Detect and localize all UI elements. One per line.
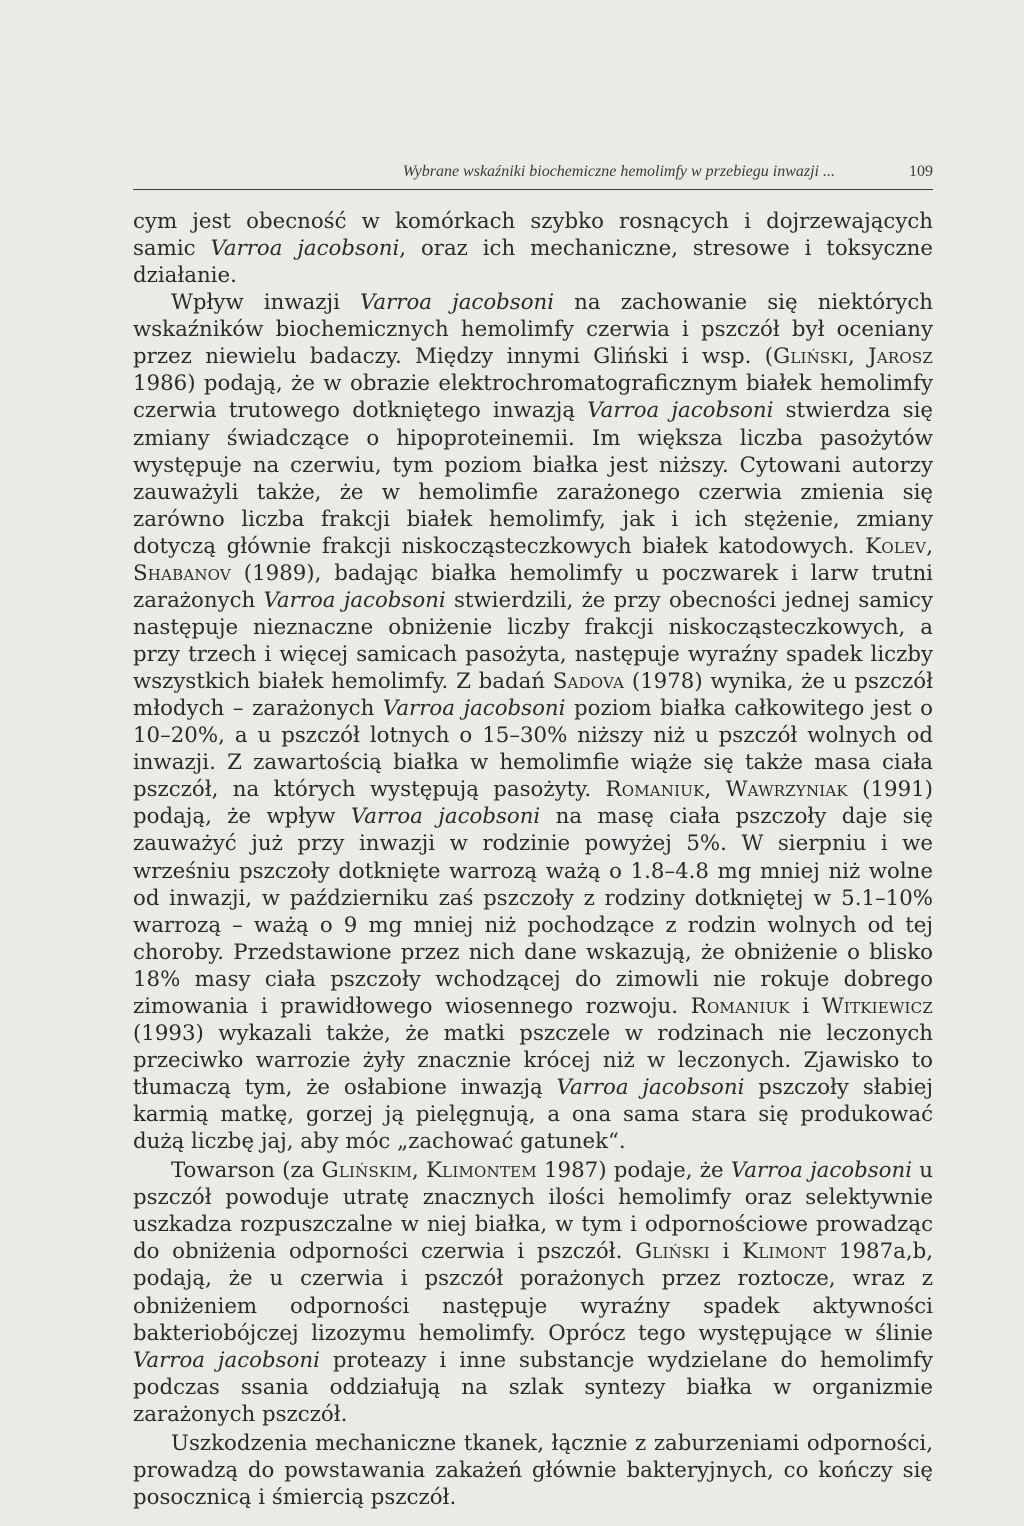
text-run: ,	[704, 777, 726, 803]
species-name: Varroa jacobsoni	[360, 290, 555, 316]
author-citation: Wawrzyniak	[725, 777, 848, 803]
text-run: (1993) wykazali także, że matki pszczele w rodzinach nie leczonych przeciwko warrozie żyły znacznie krócej niż w leczonych. Zjawisko to tłumaczą tym, że osłabione inwazją	[133, 1020, 933, 1100]
text-run: (1989), badając białka hemolimfy u poczwarek i larw trutni zarażonych	[133, 560, 933, 613]
paragraph-mechanical-damage	[133, 1430, 933, 1511]
author-citation: Glińskim	[321, 1158, 413, 1184]
text-run: na zachowanie się niektórych wskaźników biochemicznych hemolimfy czerwia i pszczół był oceniany przez niewielu badaczy. Między innymi Gliński i wsp. (	[133, 290, 933, 370]
running-title: Wybrane wskaźniki biochemiczne hemolimfy w przebiegu inwazji ...	[402, 163, 835, 180]
text-run: 1987a,b, podają, że u czerwia i pszczół porażonych przez roztocze, wraz z obniżeniem odporności następuje wyraźny spadek aktywności bakteriobójczej lizozymu hemolimfy. Oprócz tego występujące w ślinie	[133, 1239, 933, 1346]
species-name: Varroa jacobsoni	[210, 236, 400, 262]
text-run: ,	[412, 1158, 427, 1184]
species-name: Varroa jacobsoni	[556, 1075, 745, 1100]
species-name: Varroa jacobsoni	[587, 398, 774, 424]
text-run: poziom białka całkowitego jest o 10–20%, a u pszczół lotnych o 15–30% niższy niż u pszczół wolnych od inwazji. Z zawartością białka w hemolimfie wiąże się także masa ciała pszczół, na których występują pasożyty.	[133, 696, 933, 803]
text-run: na masę ciała pszczoły daje się zauważyć już przy inwazji w rodzinie powyżej 5%. W sierpniu i we wrześniu pszczoły dotknięte warrozą ważą o 1.8–4.8 mg mniej niż wolne od inwazji, w październiku zaś pszczoły z rodziny dotkniętej w 5.1–10% warrozą – ważą o 9 mg mniej niż pochodzące z rodzin wolnych od tej choroby. Przedstawione przez nich dane wskazują, że obniżenie o blisko 18% masy ciała pszczoły wchodzącej do zimowli nie rokuje dobrego zimowania i prawidłowego wiosennego rozwoju.	[133, 804, 934, 1019]
text-run: (1991) podają, że wpływ	[133, 777, 933, 830]
text-run: ,	[847, 344, 869, 370]
text-run: proteazy i inne substancje wydzielane do hemolimfy podczas ssania oddziałują na szlak syntezy białka w organizmie zarażonych pszczół.	[133, 1347, 934, 1427]
text-run: 1986) podają, że w obrazie elektrochromatograficznym białek hemolimfy czerwia trutowego dotkniętego inwazją	[133, 371, 933, 424]
author-citation: Gliński	[635, 1239, 710, 1265]
paragraph-hemolymph-indices	[133, 289, 933, 1155]
text-run: Towarson (za	[171, 1158, 322, 1184]
species-name: Varroa jacobsoni	[133, 1347, 320, 1373]
text-run: i	[709, 1239, 743, 1265]
text-run: 1987) podaje, że	[536, 1158, 731, 1184]
species-name: Varroa jacobsoni	[350, 804, 541, 830]
text-run: stwierdzili, że przy obecności jednej samicy następuje nieznaczne obniżenie liczby frakcji niskocząsteczkowych, a przy trzech i więcej samicach pasożyta, następuje wyraźny spadek liczby wszystkich białek hemolimfy. Z badań	[133, 587, 934, 695]
text-run: u pszczół powoduje utratę znacznych ilości hemolimfy oraz selektywnie uszkadza rozpuszczalne w niej białka, w tym i odpornościowe prowadząc do obniżenia odporności czerwia i pszczół.	[133, 1158, 933, 1265]
paragraph-towarson	[133, 1157, 933, 1428]
species-name: Varroa jacobsoni	[730, 1158, 913, 1184]
paragraph-continued	[133, 208, 933, 289]
author-citation: Gliński	[773, 344, 848, 370]
author-citation: Romaniuk	[605, 777, 705, 803]
text-run: Uszkodzenia mechaniczne tkanek, łącznie z zaburzeniami odporności, prowadzą do powstawania zakażeń głównie bakteryjnych, co kończy się posocznicą i śmiercią pszczół.	[133, 1430, 933, 1510]
author-citation: Kolev	[865, 533, 927, 559]
species-name: Varroa jacobsoni	[382, 696, 566, 722]
species-name: Varroa jacobsoni	[263, 587, 446, 613]
text-run: stwierdza się zmiany świadczące o hipoproteinemii. Im większa liczba pasożytów występuje na czerwiu, tym poziom białka jest niższy. Cytowani autorzy zauważyli także, że w hemolimfie zarażonego czerwia zmienia się zarówno liczba frakcji białek hemolimfy, jak i ich stężenie, zmiany dotyczą głównie frakcji niskocząsteczkowych białek katodowych.	[133, 398, 934, 559]
author-citation: Sadova	[552, 669, 625, 695]
author-citation: Witkiewicz	[821, 993, 933, 1019]
author-citation: Jarosz	[868, 344, 933, 370]
text-run: cym jest obecność w komórkach szybko rosnących i dojrzewających samic	[133, 209, 933, 262]
text-run: Wpływ inwazji	[171, 290, 360, 316]
body-text	[133, 208, 933, 1511]
author-citation: Romaniuk	[690, 993, 790, 1019]
text-run: i	[789, 993, 822, 1019]
author-citation: Klimont	[742, 1239, 827, 1265]
text-run: pszczoły słabiej karmią matkę, gorzej ją pielęgnują, a ona sama stara się produkować dużą liczbę jaj, aby móc „zachować gatunek“.	[133, 1075, 933, 1155]
page-number: 109	[909, 163, 933, 180]
text-run: , oraz ich mechaniczne, stresowe i toksyczne działanie.	[133, 236, 933, 289]
running-header	[133, 163, 933, 190]
author-citation: Klimontem	[426, 1158, 537, 1184]
author-citation: Shabanov	[133, 560, 231, 586]
text-run: (1978) wynika, że u pszczół młodych – zarażonych	[133, 669, 933, 722]
text-run: ,	[926, 533, 933, 559]
